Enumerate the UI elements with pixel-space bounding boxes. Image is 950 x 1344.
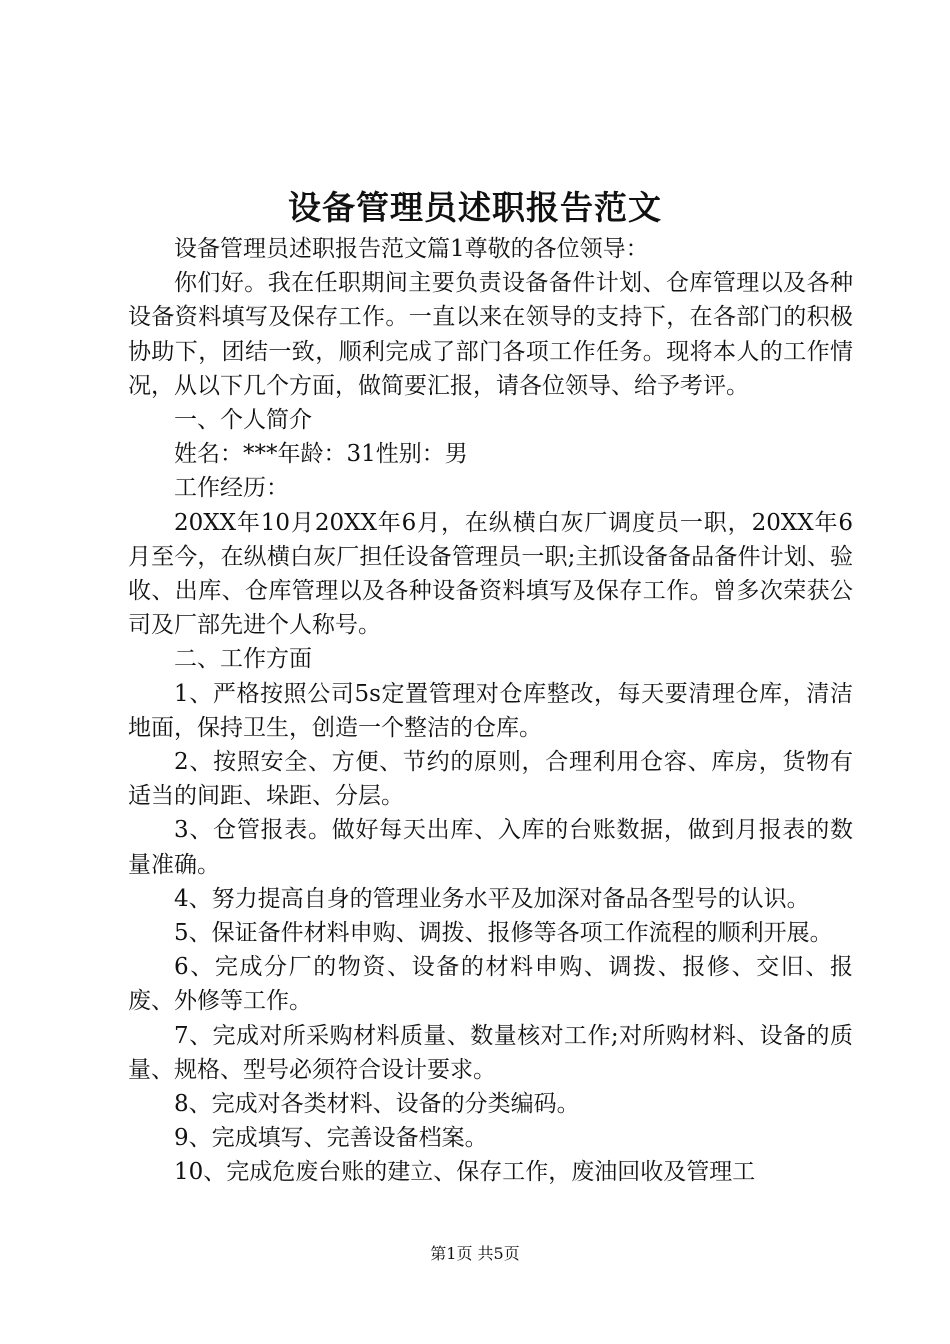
list-item-5: 5、保证备件材料申购、调拨、报修等各项工作流程的顺利开展。 bbox=[174, 920, 833, 947]
section-heading-work: 二、工作方面 bbox=[174, 646, 312, 673]
list-item-8: 8、完成对各类材料、设备的分类编码。 bbox=[174, 1091, 580, 1118]
list-item-3: 3、仓管报表。做好每天出库、入库的台账数据，做到月报表的数量准确。 bbox=[128, 817, 853, 878]
section-heading-profile: 一、个人简介 bbox=[174, 407, 312, 434]
paragraph-work-history: 20XX年10月20XX年6月，在纵横白灰厂调度员一职，20XX年6月至今，在纵横白灰厂担任设备管理员一职;主抓设备备品备件计划、验收、出库、仓库管理以及各种设备资料填写及保存工作。曾多次荣获公司及厂部先进个人称号。 bbox=[128, 509, 853, 639]
paragraph-greeting: 设备管理员述职报告范文篇1尊敬的各位领导： bbox=[174, 236, 649, 262]
list-item-9: 9、完成填写、完善设备档案。 bbox=[174, 1125, 488, 1152]
list-item-2: 2、按照安全、方便、节约的原则，合理利用仓容、库房，货物有适当的间距、垛距、分层。 bbox=[128, 749, 853, 810]
document-body bbox=[128, 232, 853, 1190]
document-title: 设备管理员述职报告范文 bbox=[288, 188, 662, 227]
list-item-7: 7、完成对所采购材料质量、数量核对工作;对所购材料、设备的质量、规格、型号必须符合设计要求。 bbox=[128, 1022, 853, 1083]
paragraph-work-history-label: 工作经历： bbox=[174, 475, 289, 502]
list-item-10: 10、完成危废台账的建立、保存工作，废油回收及管理工 bbox=[174, 1159, 756, 1186]
list-item-4: 4、努力提高自身的管理业务水平及加深对备品各型号的认识。 bbox=[174, 885, 810, 912]
list-item-6: 6、完成分厂的物资、设备的材料申购、调拨、报修、交旧、报废、外修等工作。 bbox=[128, 954, 853, 1015]
paragraph-personal-info: 姓名：***年龄：31性别：男 bbox=[174, 441, 468, 468]
page-indicator: 第1页 共5页 bbox=[430, 1244, 520, 1263]
paragraph-intro: 你们好。我在任职期间主要负责设备备件计划、仓库管理以及各种设备资料填写及保存工作。一直以来在领导的支持下，在各部门的积极协助下，团结一致，顺利完成了部门各项工作任务。现将本人的工作情况，从以下几个方面，做简要汇报，请各位领导、给予考评。 bbox=[128, 270, 853, 399]
list-item-1: 1、严格按照公司5s定置管理对仓库整改，每天要清理仓库，清洁地面，保持卫生，创造一个整洁的仓库。 bbox=[128, 680, 853, 741]
